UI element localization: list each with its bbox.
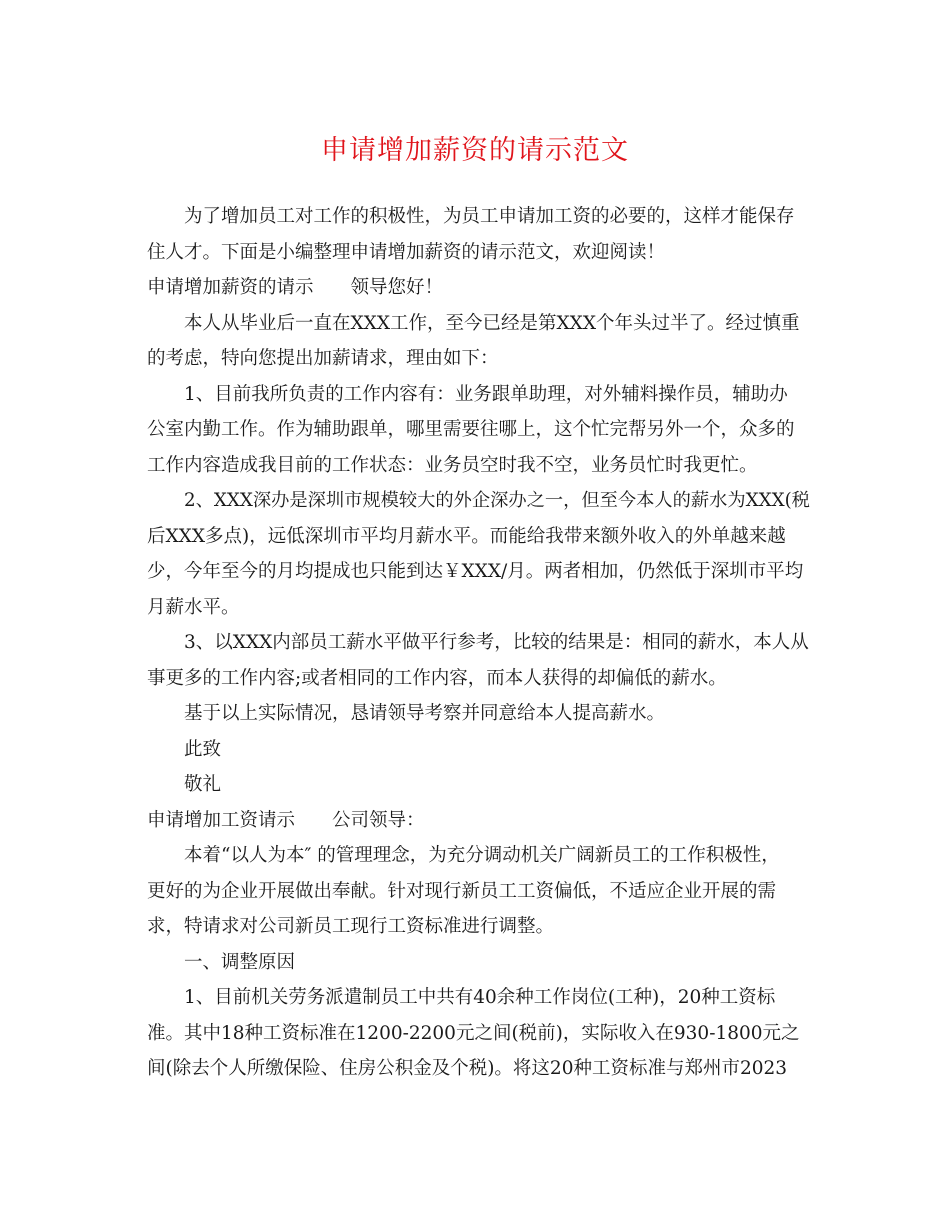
body-line: 此致: [184, 738, 222, 760]
document-title: 申请增加薪资的请示范文: [321, 135, 629, 166]
body-line: 后XXX多点)，远低深圳市平均月薪水平。而能给我带来额外收入的外单越来越: [147, 525, 786, 547]
body-line: 工作内容造成我目前的工作状态：业务员空时我不空，业务员忙时我更忙。: [147, 454, 758, 476]
body-line: 的考虑，特向您提出加薪请求，理由如下：: [147, 348, 499, 369]
body-line: 本人从毕业后一直在XXX工作，至今已经是第XXX个年头过半了。经过慎重: [184, 312, 800, 334]
body-line: 事更多的工作内容;或者相同的工作内容，而本人获得的却偏低的薪水。: [147, 667, 727, 689]
body-line: 敬礼: [184, 774, 222, 795]
body-line: 1、目前我所负责的工作内容有：业务跟单助理，对外辅料操作员，辅助办: [184, 383, 788, 405]
body-line: 公室内勤工作。作为辅助跟单，哪里需要往哪上，这个忙完帮另外一个，众多的: [147, 419, 795, 440]
body-line: 2、XXX深办是深圳市规模较大的外企深办之一，但至今本人的薪水为XXX(税: [184, 490, 810, 511]
body-line: 申请增加薪资的请示 领导您好！: [147, 277, 444, 298]
body-line: 本着“以人为本″ 的管理理念，为充分调动机关广阔新员工的工作积极性，: [184, 845, 780, 866]
body-line: 月薪水平。: [147, 596, 240, 618]
body-line: 准。其中18种工资标准在1200-2200元之间(税前)，实际收入在930-1800元之: [147, 1022, 800, 1044]
body-line: 1、目前机关劳务派遣制员工中共有40余种工作岗位(工种)，20种工资标: [184, 987, 776, 1008]
body-line: 求，特请求对公司新员工现行工资标准进行调整。: [147, 916, 555, 937]
body-line: 申请增加工资请示 公司领导：: [147, 809, 425, 831]
body-line: 3、以XXX内部员工薪水平做平行参考，比较的结果是：相同的薪水，本人从: [184, 632, 809, 653]
body-line: 基于以上实际情况，恳请领导考察并同意给本人提高薪水。: [184, 703, 666, 724]
body-line: 住人才。下面是小编整理申请增加薪资的请示范文，欢迎阅读！: [147, 241, 666, 263]
body-line: 间(除去个人所缴保险、住房公积金及个税)。将这20种工资标准与郑州市2023: [147, 1058, 788, 1079]
body-line: 更好的为企业开展做出奉献。针对现行新员工工资偏低，不适应企业开展的需: [147, 880, 777, 902]
body-line: 少，今年至今的月均提成也只能到达￥XXX/月。两者相加，仍然低于深圳市平均: [147, 561, 804, 582]
body-line: 一、调整原因: [184, 951, 296, 973]
body-line: 为了增加员工对工作的积极性，为员工申请加工资的必要的，这样才能保存: [184, 206, 795, 227]
